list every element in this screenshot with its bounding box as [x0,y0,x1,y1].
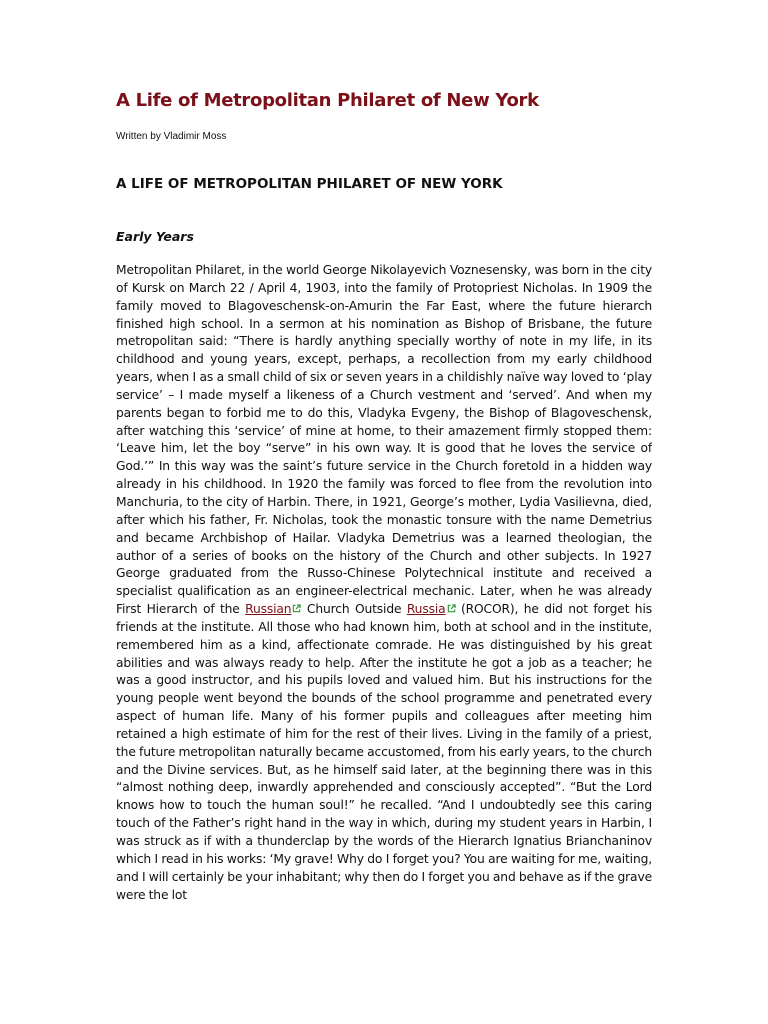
subsection-title: Early Years [116,229,194,244]
byline: Written by Vladimir Moss [116,131,227,142]
paragraph-text: (ROCOR), he did not forget his friends at the institute. All those who had known him, both at school and in the institute, remembered him as a kind, affectionate comrade. He was distinguished by his great abilities and was always ready to help. After the institute he got a job as a teacher; he was a good instructor, and his pupils loved and valued him. But his instructions for the young people went beyond the bounds of the school programme and penetrated every aspect of human life. Many of his former pupils and colleagues after meeting him retained a high estimate of him for the rest of their lives. Living in the family of a priest, the future metropolitan naturally became accustomed, from his early years, to the church and the Divine services. But, as he himself said later, at the beginning there was in this “almost nothing deep, inwardly apprehended and consciously accepted”. “But the Lord knows how to touch the human soul!” he recalled. “And I undoubtedly see this caring touch of the Father’s right hand in the way in which, during my student years in Harbin, I was struck as if with a thunderclap by the words of the Hierarch Ignatius Brianchaninov which I read in his works: ‘My grave! Why do I forget you? You are waiting for me, waiting, and I will certainly be your inhabitant; why then do I forget you and behave as if the grave were the lot [116,602,652,902]
external-link-icon[interactable] [447,604,456,613]
document-title: A Life of Metropolitan Philaret of New York [116,90,539,111]
paragraph-text: Metropolitan Philaret, in the world George Nikolayevich Voznesensky, was born in the city of Kursk on March 22 / April 4, 1903, into the family of Protopriest Nicholas. In 1909 the family moved to Blagoveschensk-on-Amurin the Far East, where the future hierarch finished high school. In a sermon at his nomination as Bishop of Brisbane, the future metropolitan said: “There is hardly anything specially worthy of note in my life, in its childhood and young years, except, perhaps, a recollection from my early childhood years, when I as a small child of six or seven years in a childishly naïve way loved to ‘play service’ – I made myself a likeness of a Church vestment and ‘served’. And when my parents began to forbid me to do this, Vladyka Evgeny, the Bishop of Blagoveschensk, after watching this ‘service’ of mine at home, to their amazement firmly stopped them: ‘Leave him, let the boy “serve” in his own way. It is good that he loves the service of God.’” In this way was the saint’s future service in the Church foretold in a hidden way already in his childhood. In 1920 the family was forced to flee from the revolution into Manchuria, to the city of Harbin. There, in 1921, George’s mother, Lydia Vasilievna, died, after which his father, Fr. Nicholas, took the monastic tonsure with the name Demetrius and became Archbishop of Hailar. Vladyka Demetrius was a learned theologian, the author of a series of books on the history of the Church and other subjects. In 1927 George graduated from the Russo-Chinese Polytechnical institute and received a specialist qualification as an engineer-electrical mechanic. Later, when he was already First Hierarch of the [116,263,652,617]
russia-link[interactable]: Russia [406,602,446,617]
section-title: A LIFE OF METROPOLITAN PHILARET OF NEW YORK [116,176,503,192]
document-page [116,90,652,922]
russian-link[interactable]: Russian [245,602,292,617]
body-paragraph [116,262,652,922]
paragraph-text: Church Outside [301,602,407,617]
